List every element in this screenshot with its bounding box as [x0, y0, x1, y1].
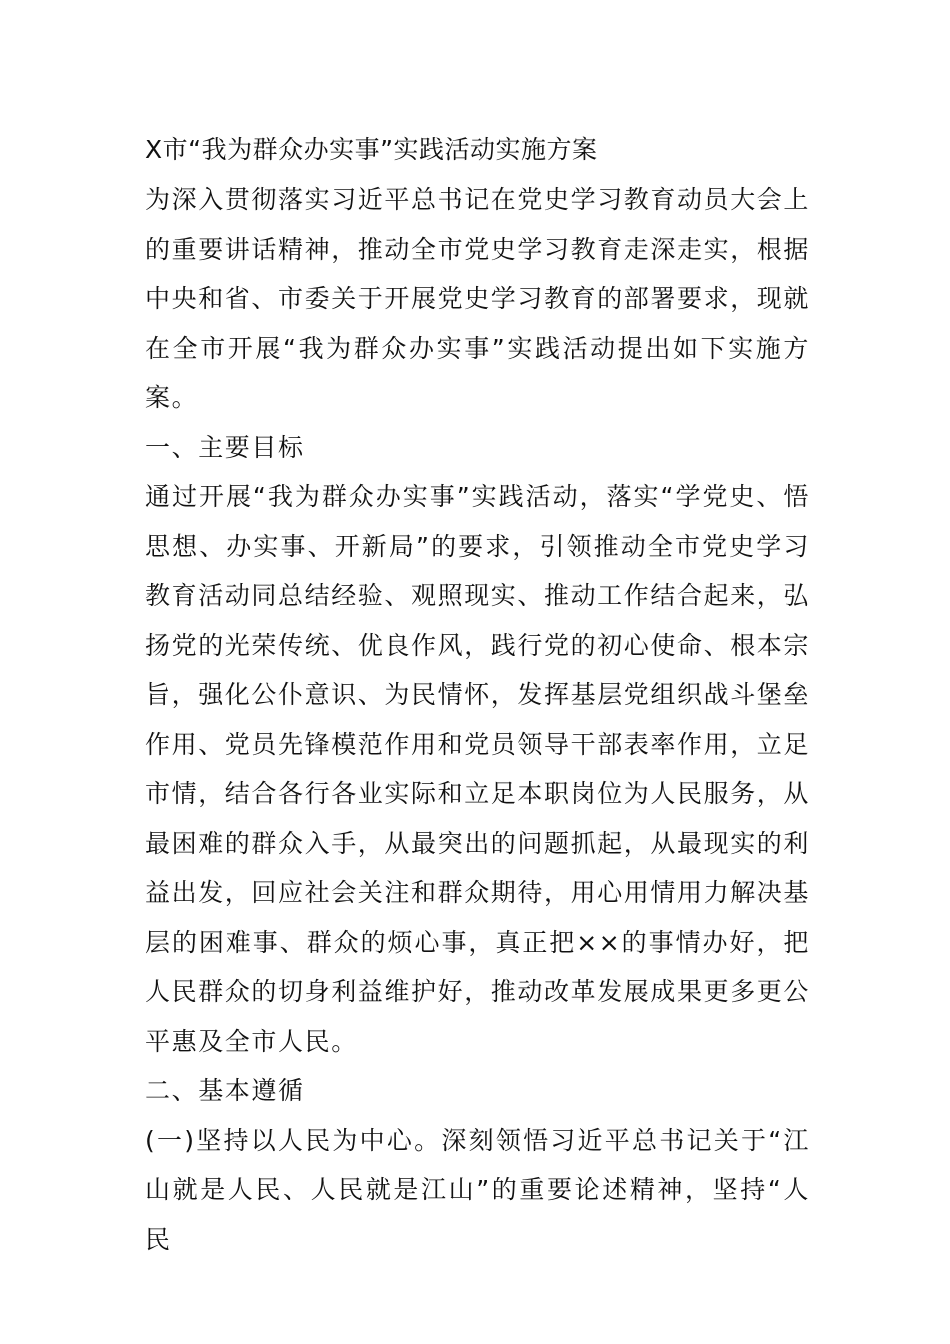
basic-principles-item-1: (一)坚持以人民为中心。深刻领悟习近平总书记关于“江山就是人民、人民就是江山”的重要论述精神，坚持“人民	[145, 1125, 810, 1254]
intro-paragraph: 为深入贯彻落实习近平总书记在党史学习教育动员大会上的重要讲话精神，推动全市党史学习教育走深走实，根据中央和省、市委关于开展党史学习教育的部署要求，现就在全市开展“我为群众办实事”实践活动提出如下实施方案。	[145, 185, 811, 412]
section-heading-main-goals: 一、主要目标	[145, 432, 305, 462]
document-content	[145, 125, 810, 1264]
main-goals-paragraph: 通过开展“我为群众办实事”实践活动，落实“学党史、悟思想、办实事、开新局”的要求，引领推动全市党史学习教育活动同总结经验、观照现实、推动工作结合起来，弘扬党的光荣传统、优良作风，践行党的初心使命、根本宗旨，强化公仆意识、为民情怀，发挥基层党组织战斗堡垒作用、党员先锋模范作用和党员领导干部表率作用，立足市情，结合各行各业实际和立足本职岗位为人民服务，从最困难的群众入手，从最突出的问题抓起，从最现实的利益出发，回应社会关注和群众期待，用心用情用力解决基层的困难事、群众的烦心事，真正把××的事情办好，把人民群众的切身利益维护好，推动改革发展成果更多更公平惠及全市人民。	[145, 482, 811, 1056]
document-title: X市“我为群众办实事”实践活动实施方案	[145, 135, 598, 164]
section-heading-basic-principles: 二、基本遵循	[145, 1076, 305, 1105]
